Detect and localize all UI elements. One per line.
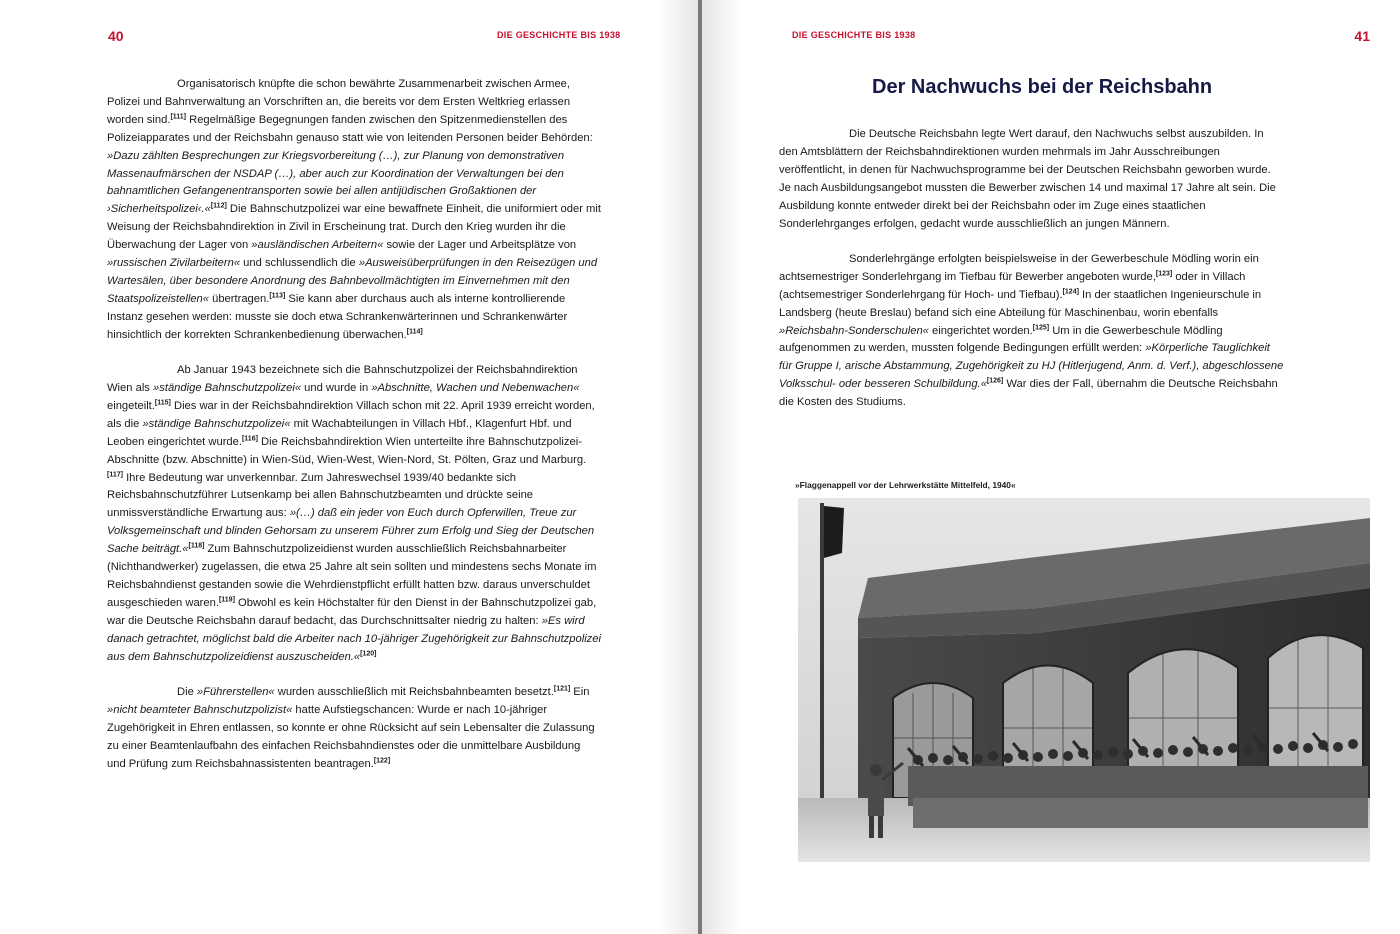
text-run: übertragen. (209, 292, 270, 305)
footnote-ref: [117] (107, 470, 123, 478)
text-run: eingerichtet worden. (928, 324, 1033, 337)
footnote-ref: [124] (1062, 288, 1079, 296)
body-paragraph (779, 251, 1284, 412)
text-run: War dies der Fall, übernahm die Deutsche Reichsbahn die Kosten des Studiums. (779, 378, 1278, 409)
quote-text: »(…) daß ein jeder von Euch durch Opferwillen, Treue zur Volksgemeinschaft und blinden Gehorsam zu unserem Führer zum Erfolg und Sieg der Deutschen Sache beiträgt.« (107, 507, 595, 556)
historic-photo (798, 498, 1370, 862)
text-run: und schlussendlich die (240, 257, 359, 270)
footnote-ref: [123] (1155, 270, 1173, 278)
footnote-ref: [116] (241, 434, 258, 442)
text-run: und wurde in (301, 382, 372, 394)
page-number: 40 (108, 28, 124, 44)
text-run: Dies war in der Reichsbahndirektion Villach schon mit 22. April 1939 erreicht worden, als die (107, 399, 595, 430)
quote-text: »russischen Zivilarbeitern« (107, 257, 241, 270)
footnote-ref: [118] (188, 542, 205, 550)
quote-text: »Abschnitte, Wachen und Nebenwachen« (371, 382, 580, 394)
text-run: eingeteilt. (107, 399, 155, 412)
text-run: wurden ausschließlich mit Reichsbahnbeamten besetzt. (274, 686, 554, 698)
quote-text: »Reichsbahn-Sonderschulen« (779, 324, 929, 337)
footnote-ref: [111] (170, 113, 187, 121)
text-run: hatte Aufstiegschancen: Wurde er nach 10-jähriger Zugehörigkeit in Ehren entlassen, so konnte er ohne Rücksicht auf sein Lebensalter die Zulassung zu einer Beamtenlaufbahn des einfachen Reichsbahndienstes oder die unmittelbare Ausbildung und Prüfung zum Reichsbahnassistenten beantragen. (107, 703, 595, 770)
footnote-ref: [125] (1032, 323, 1050, 331)
footnote-ref: [113] (269, 292, 286, 300)
photo-caption: »Flaggenappell vor der Lehrwerkstätte Mittelfeld, 1940« (795, 480, 1016, 490)
quote-text: »Es wird danach getrachtet, möglichst bald die Arbeiter nach 10-jähriger Zugehörigkeit zur Bahnschutzpolizei aus dem Bahnschutzpolizeidienst auszuscheiden.« (107, 614, 601, 663)
text-run: oder in Villach (achtsemestriger Sonderlehrgang für Hoch- und Tiefbau). (779, 270, 1246, 301)
text-run: mit Wachabteilungen in Villach Hbf., Klagenfurt Hbf. und Leoben eingerichtet wurde. (107, 417, 572, 448)
right-page (702, 0, 1400, 934)
text-run: Sie kann aber durchaus auch als interne kontrollierende Instanz gesehen werden: musste sie doch etwa Schrankenwärterinnen und Schrankenwärter hinsichtlich der korrekten Schrankenbedienung überwachen. (107, 292, 568, 341)
text-run: Die Reichsbahndirektion Wien unterteilte ihre Bahnschutzpolizei-Abschnitte (bzw. Abschnitte) in Wien-Süd, Wien-West, Wien-Nord, St. Pölten, Graz und Marburg. (107, 435, 587, 466)
text-run: In der staatlichen Ingenieurschule in Landsberg (heute Breslau) befand sich eine Abteilung für Maschinenbau, worin ebenfalls (779, 288, 1262, 319)
body-paragraph (107, 684, 601, 774)
footnote-ref: [121] (553, 685, 571, 693)
quote-text: »ausländischen Arbeitern« (251, 239, 384, 252)
photo-illustration (798, 498, 1370, 862)
quote-text: »ständige Bahnschutzpolizei« (142, 417, 291, 430)
running-head: DIE GESCHICHTE BIS 1938 (792, 30, 916, 40)
quote-text: »nicht beamteter Bahnschutzpolizist« (107, 703, 293, 716)
page-number: 41 (1354, 28, 1370, 44)
quote-text: »Führerstellen« (196, 686, 275, 698)
text-run: Regelmäßige Begegnungen fanden zwischen den Spitzenmedienstellen des Polizeiapparates und der Reichsbahn genauso statt wie von leitenden Personen beider Behörden: (107, 113, 593, 144)
text-run: Die (177, 686, 197, 698)
text-run: sowie der Lager und Arbeitsplätze von (383, 239, 577, 252)
text-run: Zum Bahnschutzpolizeidienst wurden ausschließlich Reichsbahnarbeiter (Nichthandwerker) zugelassen, die etwa 25 Jahre alt sein sollten und mindestens sechs Monate im Reichsbahndienst gestanden sowie die Wehrdienstpflicht erfüllt hatten bzw. daraus unverschuldet ausgeschieden waren. (107, 543, 597, 609)
footnote-ref: [112] (210, 202, 227, 210)
text-run: Organisatorisch knüpfte die schon bewährte Zusammenarbeit zwischen Armee, Polizei und Bahnverwaltung an Vorschriften an, die bereits vor dem Ersten Weltkrieg erlassen worden sind. (107, 78, 571, 126)
footnote-ref: [115] (154, 399, 171, 407)
text-run: Obwohl es kein Höchstalter für den Dienst in der Bahnschutzpolizei gab, war die Deutsche Reichsbahn darauf bedacht, das Durchschnittsalter niedrig zu halten: (107, 596, 597, 627)
body-paragraph (107, 362, 601, 666)
text-run: Ihre Bedeutung war unverkennbar. Zum Jahreswechsel 1939/40 bedankte sich Reichsbahnschutzführer Lutsenkamp bei allen Bahnschutzbeamten und drückte seine unmissverständliche Erwartung aus: (107, 471, 534, 520)
body-paragraph (779, 126, 1284, 233)
footnote-ref: [120] (360, 649, 377, 657)
body-text-column (779, 126, 1284, 430)
body-text-column (107, 76, 601, 791)
running-head: DIE GESCHICHTE BIS 1938 (497, 30, 621, 40)
body-paragraph (107, 76, 601, 345)
section-heading: Der Nachwuchs bei der Reichsbahn (872, 76, 1213, 98)
quote-text: »Dazu zählten Besprechungen zur Kriegsvorbereitung (…), zur Planung von demonstrativen Massenaufmärschen der NSDAP (…), aber auch zur Koordination der Verwaltungen bei den bahnamtlichen Gefangenentransporten sowie bei allen antijüdischen Großaktionen der ›Sicherheitspolizei‹.« (107, 149, 565, 216)
footnote-ref: [119] (218, 596, 235, 604)
text-run: Ein (570, 686, 590, 698)
text-run: Ab Januar 1943 bezeichnete sich die Bahnschutzpolizei der Reichsbahndirektion Wien als (107, 364, 578, 394)
quote-text: »Körperliche Tauglichkeit für Gruppe I, arische Abstammung, Zugehörigkeit zu HJ (Hitlerjugend, Anm. d. Verf.), abgeschlossene Volksschul- oder besseren Schulbildung.« (779, 342, 1284, 391)
text-run: Die Bahnschutzpolizei war eine bewaffnete Einheit, die uniformiert oder mit Weisung der Reichsbahndirektion in Zivil in Erscheinung trat. Durch den Krieg wurden ihr die Überwachung der Lager von (107, 203, 601, 252)
footnote-ref: [126] (986, 377, 1004, 385)
quote-text: »ständige Bahnschutzpolizei« (153, 382, 302, 394)
text-run: Um in die Gewerbeschule Mödling aufgenommen zu werden, mussten folgende Bedingungen erfüllt werden: (779, 324, 1223, 355)
quote-text: »Ausweisüberprüfungen in den Reisezügen und Wartesälen, über besondere Anordnung des Bahnbevollmächtigten im Einvernehmen mit den Staatspolizeistellen« (107, 257, 598, 305)
text-run: Sonderlehrgänge erfolgten beispielsweise in der Gewerbeschule Mödling worin ein achtsemestriger Sonderlehrgang im Tiefbau für Bewerber angeboten wurde, (779, 252, 1259, 283)
footnote-ref: [122] (373, 756, 391, 764)
footnote-ref: [114] (406, 327, 423, 335)
text-run: Die Deutsche Reichsbahn legte Wert darauf, den Nachwuchs selbst auszubilden. In den Amtsblättern der Reichsbahndirektionen wurden mehrmals im Jahr Ausschreibungen veröffentlicht, in denen für Nachwuchsprogramme bei der Deutschen Reichsbahn geworben wurde. Je nach Ausbildungsangebot mussten die Bewerber zwischen 14 und maximal 17 Jahre alt sein. Die Ausbildung konnte entweder direkt bei der Reichsbahn oder im Zuge eines staatlichen Sonderlehrganges erfolgen, gedacht wurde ausschließlich an jungen Männern. (779, 128, 1276, 230)
left-page (0, 0, 698, 934)
